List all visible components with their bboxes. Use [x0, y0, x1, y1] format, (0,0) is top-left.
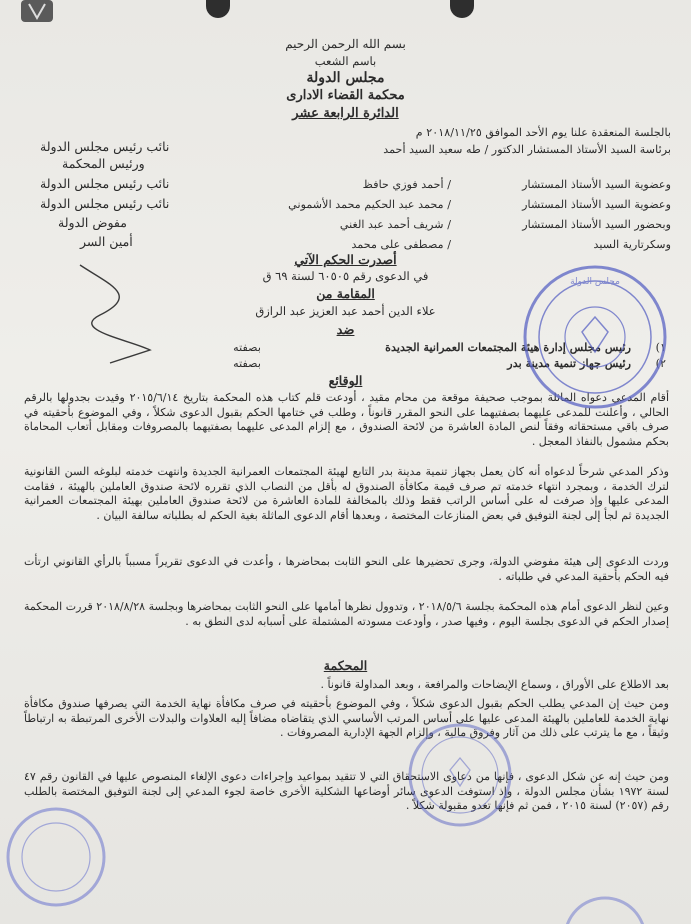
official-seal — [560, 880, 650, 924]
court-heading: المحكمة — [323, 658, 368, 673]
official-seal — [520, 262, 670, 412]
defendant-name: رئيس مجلس إدارة هيئة المجتمعات العمرانية الجديدة — [385, 340, 631, 354]
panel-member: / محمد عبد الحكيم محمد الأشموني — [288, 198, 451, 211]
official-seal — [405, 720, 515, 830]
member-title: نائب رئيس مجلس الدولة — [40, 139, 170, 154]
member-title: نائب رئيس مجلس الدولة — [40, 176, 170, 191]
emblem-icon — [20, 0, 54, 24]
basmala: بسم الله الرحمن الرحيم — [285, 37, 406, 51]
facts-paragraph: وردت الدعوى إلى هيئة مفوضي الدولة، وجرى تحضيرها على النحو الثابت بمحاضرها ، وأعدت في الدعوى تقريراً مسبباً بالرأي القانوني ارتأت فيه الحكم بأحقية المدعي في طلباته . — [24, 555, 669, 583]
filed-by-label: المقامة من — [316, 286, 375, 301]
member-title: مفوض الدولة — [58, 215, 127, 230]
facts-paragraph: أقام المدعي دعواه الماثلة بموجب صحيفة موقعة من محام مقيد ، أودعت قلم كتاب هذه المحكمة بتاريخ ٢٠١٥/٦/١٤ وقيدت بجدولها بالرقم الحالي ، وأعلنت للمدعى عليهما بصفتيهما على النحو المقرر قانوناً ، وطلب في ختامها الحكم بقبول الدعوى شكلاً ، وفي الموضوع بأحقيته في صرف باقي مستحقاته وفقاً لنص المادة العاشرة من لائحة الصندوق ، مع إلزام المدعى عليهما بصفتيهما بالمصروفات ومقابل أتعاب المحاماة بحكم مشمول بالنفاذ المعجل . — [24, 391, 670, 448]
panel-role: وسكرتارية السيد — [593, 238, 671, 251]
council-name: مجلس الدولة — [306, 70, 385, 86]
court-paragraph: ومن حيث إنه عن شكل الدعوى ، فإنها من دعاوى الاستحقاق التي لا تتقيد بمواعيد وإجراءات دعوى الإلغاء المنصوص عليها في القانون رقم ٤٧ لسنة ١٩٧٢ بشأن مجلس الدولة ، وإذ استوفت الدعوى سائر أوضاعها الشكلية الأخرى خاصة لجوء المدعي إلى لجنة التوفيق المختصة بالطلب رقم (٢٠٥٧) لسنة ٢٠١٥ ، فمن ثم فإنها تغدو مقبولة شكلاً . — [24, 770, 669, 813]
facts-paragraph: وعين لنظر الدعوى أمام هذه المحكمة بجلسة ٢٠١٨/٥/٦ ، وتدوول نظرها أمامها على النحو الثابت بمحاضرها وبجلسة ٢٠١٨/٨/٢٨ قررت المحكمة إصدار الحكم في الدعوى بجلسة اليوم ، وفيها صدر ، وأودعت مسودته المشتملة على أسبابه لدى النطق به . — [24, 600, 669, 628]
ruling-heading: أصدرت الحكم الآتي — [294, 252, 397, 267]
signature-scribble — [70, 255, 160, 365]
facts-heading: الوقائع — [328, 373, 363, 388]
against-label: ضد — [336, 323, 355, 338]
punch-hole — [450, 0, 474, 18]
defendant-capacity: بصفته — [233, 341, 261, 354]
facts-paragraph: وذكر المدعي شرحاً لدعواه أنه كان يعمل بجهاز تنمية مدينة بدر التابع لهيئة المجتمعات العمرانية الجديدة وانتهت خدمته لبلوغه السن القانونية لترك الخدمة ، وبمجرد انتهاء خدمته تم صرف قيمة مكافأة الصندوق له بأقل من النصاب الذي تقرره لائحة صندوق العاملين بالهيئة ، فقامت المدعى عليها وإذ صرفت له على أساس الراتب فقط وذلك بالمخالفة للمادة العاشرة من لائحة صندوق العاملين بهيئة المجتمعات العمرانية الجديدة ثم لجأ إلى لجنة التوفيق في بعض المنازعات المختصة ، وبعدها أقام الدعوى الماثلة بغية الحكم له بطلباته سالفة البيان . — [24, 465, 669, 522]
plaintiff-name: علاء الدين أحمد عبد العزيز عبد الرازق — [255, 304, 436, 318]
member-title: أمين السر — [80, 234, 133, 249]
panel-role: وبحضور السيد الأستاذ المستشار — [522, 218, 671, 231]
court-paragraph: ومن حيث إن المدعي يطلب الحكم بقبول الدعوى شكلاً ، وفي الموضوع بأحقيته في صرف مكافأة نهاية الخدمة التي يصرفها صندوق مكافأة نهاية الخدمة للعاملين بالهيئة المدعى عليها على أساس المرتب الأساسي الذي يتقاضاه مضافاً إليه العلاوات والبدلات الأخرى المرتبطة به ارتباطاً وثيقاً ، مع ما يترتب على ذلك من آثار وفروق مالية ، وإلزام الجهة الإدارية المصروفات . — [24, 697, 669, 740]
panel-role: وعضوية السيد الأستاذ المستشار — [522, 178, 671, 191]
punch-hole — [206, 0, 230, 18]
court-paragraph: بعد الاطلاع على الأوراق ، وسماع الإيضاحات والمرافعة ، وبعد المداولة قانوناً . — [320, 678, 669, 691]
panel-member: / مصطفى على محمد — [351, 238, 451, 251]
in-name-of-people: باسم الشعب — [314, 54, 377, 68]
official-seal — [4, 805, 109, 910]
member-title: ورئيس المحكمة — [62, 156, 145, 171]
defendant-capacity: بصفته — [233, 357, 261, 370]
panel-member: / شريف أحمد عبد الغني — [339, 218, 451, 231]
session-date: بالجلسة المنعقدة علنا يوم الأحد الموافق ٢٠١٨/١١/٢٥ م — [415, 126, 671, 139]
panel-member: / أحمد فوزي حافظ — [362, 178, 451, 191]
defendant-number: ١) — [655, 341, 666, 354]
defendant-name: رئيس جهاز تنمية مدينة بدر — [507, 356, 631, 370]
session-president: برئاسة السيد الأستاذ المستشار الدكتور / طه سعيد السيد أحمد — [383, 143, 671, 156]
circuit-name: الدائرة الرابعة عشر — [292, 106, 399, 121]
defendant-number: ٢) — [655, 357, 666, 370]
seal-text: مجلس الدولة — [570, 277, 620, 287]
court-name: محكمة القضاء الادارى — [286, 88, 405, 103]
case-number: في الدعوى رقم ٦٠٥٠٥ لسنة ٦٩ ق — [262, 269, 429, 283]
panel-role: وعضوية السيد الأستاذ المستشار — [522, 198, 671, 211]
member-title: نائب رئيس مجلس الدولة — [40, 196, 170, 211]
